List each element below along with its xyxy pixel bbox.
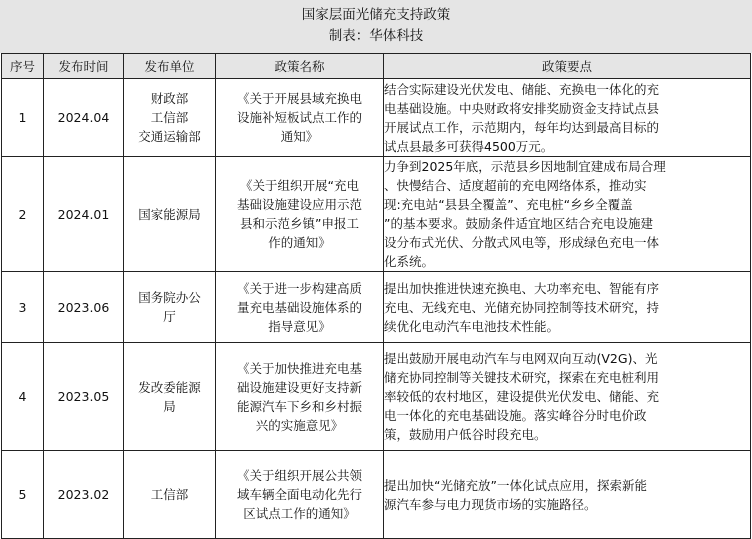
policy-name-line: 兴的实施意见》	[255, 417, 344, 433]
issuer-line: 工信部	[150, 110, 189, 125]
policy-points-line: 提出鼓励开展电动汽车与电网双向互动(V2G)、光	[384, 351, 658, 366]
policy-points-line: 源汽车参与电力现货市场的实施路径。	[384, 496, 597, 512]
table-header-row	[2, 54, 751, 79]
row-date: 2024.04	[44, 79, 124, 157]
row-date: 2024.01	[44, 157, 124, 272]
policy-name-line: 《关于进一步构建高质	[236, 280, 362, 296]
policy-name-line: 《关于开展县域充换电	[236, 91, 362, 106]
policy-points-line: 续优化电动汽车电池技术性能。	[384, 318, 560, 334]
issuer-line: 局	[163, 398, 176, 414]
policy-points-line: 结合实际建设光伏发电、储能、充换电一体化的充	[384, 81, 660, 97]
issuer-line: 国务院办公	[138, 290, 201, 305]
column-header-date: 发布时间	[44, 54, 124, 79]
table-row	[2, 272, 751, 343]
policy-points-line: ”的基本要求。鼓励条件适宜地区结合充电设施建	[384, 216, 653, 231]
column-header-policy-name: 政策名称	[216, 54, 384, 79]
row-number: 2	[2, 157, 44, 272]
row-policy-points	[384, 79, 751, 157]
row-policy-name	[216, 79, 384, 157]
policy-name-line: 《关于组织开展“充电	[240, 178, 359, 193]
policy-name-line: 指导意见》	[268, 318, 331, 334]
policy-points-line: 电一体化的充电基础设施。落实峰谷分时电价政	[384, 408, 647, 423]
policy-points-line: 电基础设施。中央财政将安排奖励资金支持试点县	[384, 100, 660, 116]
policy-name-line: 能源汽车下乡和乡村振	[236, 398, 362, 414]
issuer-line: 发改委能源	[138, 379, 201, 395]
row-policy-name	[216, 451, 384, 539]
row-number: 1	[2, 79, 44, 157]
policy-name-line: 量充电基础设施体系的	[236, 299, 362, 315]
policy-name-line: 基础设施建设应用示范	[236, 197, 362, 212]
table-row	[2, 343, 751, 451]
row-policy-name	[216, 157, 384, 272]
row-date: 2023.05	[44, 343, 124, 451]
policy-name-line: 域车辆全面电动化先行	[236, 487, 362, 502]
policy-points-line: 设分布式光伏、分散式风电等，形成绿色充电一体	[384, 235, 660, 250]
column-header-issuer: 发布单位	[124, 54, 216, 79]
policy-points-line: 策，鼓励用户低谷时段充电。	[384, 427, 547, 442]
row-number: 4	[2, 343, 44, 451]
issuer-line: 工信部	[150, 487, 189, 502]
policy-points-line: 充电、无线充电、光储充协同控制等技术研究，持	[384, 299, 660, 315]
policy-name-line: 《关于组织开展公共领	[236, 468, 362, 483]
table-title: 国家层面光储充支持政策	[301, 7, 451, 23]
policy-name-line: 作的通知》	[268, 235, 331, 250]
row-issuer	[124, 451, 216, 539]
issuer-line: 交通运输部	[138, 129, 201, 144]
issuer-line: 国家能源局	[138, 206, 201, 222]
row-issuer	[124, 157, 216, 272]
policy-name-line: 设施补短板试点工作的	[236, 110, 362, 125]
row-date: 2023.06	[44, 272, 124, 343]
policy-points-line: 储充协同控制等关键技术研究，探索在充电桩利用	[384, 370, 660, 385]
policy-points-line: 率较低的农村地区，建设提供光伏发电、储能、充	[384, 389, 660, 404]
policy-points-line: 开展试点工作，示范期内，每年均达到最高目标的	[384, 119, 660, 135]
issuer-line: 财政部	[150, 91, 189, 106]
column-header-no: 序号	[2, 54, 44, 79]
row-number: 5	[2, 451, 44, 539]
policy-points-line: 力争到2025年底，示范县乡因地制宜建成布局合理	[384, 159, 666, 174]
policy-name-line: 通知》	[280, 129, 319, 144]
table-row	[2, 157, 751, 272]
row-policy-points	[384, 157, 751, 272]
row-policy-points	[384, 451, 751, 539]
policy-points-line: 提出加快推进快速充换电、大功率充电、智能有序	[384, 280, 660, 296]
policy-name-line: 础设施建设更好支持新	[236, 379, 362, 395]
row-policy-points	[384, 272, 751, 343]
policy-points-line: 提出加快“光储充放”一体化试点应用，探索新能	[384, 477, 647, 493]
row-issuer	[124, 343, 216, 451]
policy-points-line: 、快慢结合、适度超前的充电网络体系，推动实	[384, 178, 647, 193]
row-policy-name	[216, 343, 384, 451]
row-date: 2023.02	[44, 451, 124, 539]
policy-name-line: 县和示范乡镇”申报工	[240, 216, 359, 231]
policy-points-line: 试点县最多可获得4500万元。	[384, 138, 554, 154]
policy-name-line: 区试点工作的通知》	[243, 506, 356, 521]
row-policy-points	[384, 343, 751, 451]
policy-name-line: 《关于加快推进充电基	[236, 360, 362, 376]
row-policy-name	[216, 272, 384, 343]
table-row	[2, 451, 751, 539]
policy-points-line: 现:充电站“县县全覆盖”、充电桩“乡乡全覆盖	[384, 197, 633, 212]
table-subtitle: 制表：华体科技	[328, 28, 424, 44]
row-number: 3	[2, 272, 44, 343]
table-title-area	[0, 0, 752, 53]
issuer-line: 厅	[163, 309, 176, 324]
column-header-policy-points: 政策要点	[384, 54, 751, 79]
policy-points-line: 化系统。	[384, 254, 435, 269]
row-issuer	[124, 79, 216, 157]
row-issuer	[124, 272, 216, 343]
policy-table	[1, 53, 751, 539]
table-row	[2, 79, 751, 157]
